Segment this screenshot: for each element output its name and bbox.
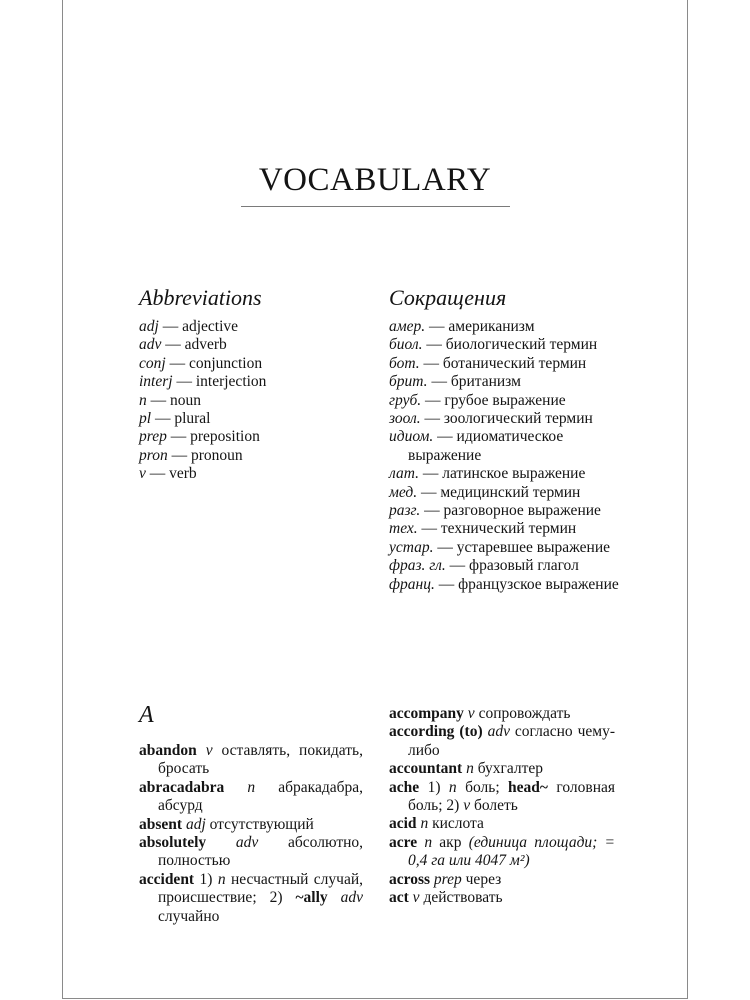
- abbreviation: мед.: [389, 483, 418, 501]
- dictionary-entry: [139, 834, 363, 871]
- abbreviation: фраз. гл.: [389, 557, 446, 575]
- abbreviation-meaning: adverb: [184, 336, 227, 354]
- sense-number: 2): [446, 797, 460, 815]
- abbreviation: амер.: [389, 318, 426, 335]
- abbreviation-meaning: verb: [169, 465, 197, 483]
- abbreviation-meaning: устаревшее выражение: [456, 538, 610, 556]
- page-title: VOCABULARY: [258, 162, 492, 198]
- abbreviation-meaning: фразовый глагол: [469, 557, 579, 575]
- list-item: [389, 576, 621, 594]
- list-item: [389, 484, 621, 502]
- dash: —: [438, 575, 455, 593]
- part-of-speech: adj: [185, 815, 206, 833]
- dash: —: [424, 502, 440, 520]
- translation: случайно: [158, 907, 220, 925]
- dictionary-entry: [389, 815, 615, 833]
- list-item: [389, 557, 621, 575]
- dash: —: [171, 446, 188, 464]
- abbreviation-meaning: медицинский термин: [440, 483, 581, 501]
- headword: accountant: [389, 760, 463, 778]
- part-of-speech: v: [463, 797, 471, 815]
- part-of-speech: n: [448, 778, 457, 796]
- abbreviation: pron: [139, 446, 168, 464]
- part-of-speech: n: [247, 778, 256, 796]
- translation: головная боль;: [408, 778, 616, 815]
- dash: —: [154, 410, 171, 428]
- part-of-speech: n: [217, 870, 226, 888]
- abbreviation-meaning: pronoun: [190, 446, 243, 464]
- headword: acre: [389, 833, 418, 851]
- abbreviation: устар.: [389, 538, 434, 556]
- dictionary-entry: [139, 742, 363, 779]
- abbreviation: бот.: [389, 354, 420, 372]
- english-abbreviations-list: [139, 318, 359, 484]
- title-underline: [241, 206, 510, 207]
- part-of-speech: adv: [235, 834, 259, 852]
- dash: —: [165, 336, 181, 354]
- translation: согласно чему-либо: [408, 723, 616, 759]
- list-item: [389, 428, 621, 465]
- part-of-speech: n: [424, 833, 433, 851]
- list-item: [389, 392, 621, 410]
- abbreviation-meaning: preposition: [190, 428, 260, 446]
- headword: acid: [389, 815, 417, 833]
- abbreviation: зоол.: [389, 410, 421, 428]
- list-item: [389, 520, 621, 538]
- sense-number: 1): [199, 870, 213, 888]
- dictionary-entry: [139, 871, 363, 926]
- abbreviation: биол.: [389, 336, 423, 354]
- abbreviation-meaning: латинское выражение: [442, 465, 586, 483]
- headword: absent: [139, 815, 183, 833]
- abbreviation: разг.: [389, 502, 421, 520]
- headword: act: [389, 889, 409, 907]
- headword: accompany: [389, 705, 464, 722]
- derived-form: ~ally: [295, 889, 328, 907]
- abbreviation: груб.: [389, 391, 422, 409]
- translation: через: [465, 870, 502, 888]
- abbreviation: франц.: [389, 575, 435, 593]
- dash: —: [150, 391, 167, 409]
- abbreviation-meaning: adjective: [182, 318, 239, 335]
- sense-number: 2): [269, 889, 283, 907]
- abbreviation: брит.: [389, 373, 428, 391]
- abbreviation-meaning: идиоматическое выражение: [408, 428, 564, 464]
- list-item: [389, 465, 621, 483]
- translation: боль;: [465, 778, 500, 796]
- dash: —: [449, 557, 466, 575]
- abbreviation-meaning: грубое выражение: [444, 391, 566, 409]
- dictionary-entry: [389, 705, 615, 723]
- list-item: [389, 355, 621, 373]
- compound-form: head~: [508, 778, 548, 796]
- list-item: [139, 355, 359, 373]
- list-item: [389, 539, 621, 557]
- translation: несчастный случай, происшествие;: [158, 870, 364, 907]
- translation: абракадабра, абсурд: [158, 778, 364, 815]
- headword: across: [389, 870, 431, 888]
- part-of-speech: v: [205, 742, 213, 759]
- abbreviation: pl: [139, 410, 152, 428]
- headword: absolutely: [139, 834, 207, 852]
- dash: —: [162, 318, 179, 335]
- headword: abandon: [139, 742, 197, 759]
- section-letter: A: [139, 702, 154, 728]
- abbreviation: adj: [139, 318, 159, 335]
- translation: оставлять, покидать, бросать: [158, 742, 363, 778]
- abbreviation: prep: [139, 428, 167, 446]
- translation: действовать: [423, 889, 503, 907]
- abbreviation-meaning: зоологический термин: [443, 410, 593, 428]
- dictionary-entry: [389, 834, 615, 871]
- abbreviation: adv: [139, 336, 162, 354]
- dash: —: [170, 428, 187, 446]
- list-item: [389, 502, 621, 520]
- dash: —: [437, 428, 453, 446]
- abbreviations-heading-ru: Сокращения: [389, 285, 507, 310]
- dash: —: [422, 465, 439, 483]
- abbreviation-meaning: технический термин: [440, 520, 577, 538]
- list-item: [139, 336, 359, 354]
- dash: —: [426, 336, 442, 354]
- dash: —: [421, 520, 437, 538]
- dash: —: [425, 391, 441, 409]
- dictionary-entry: [389, 723, 615, 760]
- dictionary-entries-right: [389, 705, 615, 907]
- usage-note: (единица площади; = 0,4 га или 4047 м²): [408, 833, 615, 870]
- dictionary-entry: [389, 871, 615, 889]
- part-of-speech: v: [467, 705, 475, 722]
- list-item: [139, 465, 359, 483]
- translation: акр: [439, 833, 462, 851]
- list-item: [389, 336, 621, 354]
- translation: болеть: [473, 797, 518, 815]
- dictionary-entry: [139, 816, 363, 834]
- dictionary-entry: [389, 889, 615, 907]
- abbreviation-meaning: американизм: [448, 318, 535, 335]
- headword: accident: [139, 870, 195, 888]
- list-item: [139, 428, 359, 446]
- dash: —: [169, 354, 186, 372]
- abbreviation: v: [139, 465, 146, 483]
- part-of-speech: v: [412, 889, 420, 907]
- abbreviation: n: [139, 391, 147, 409]
- abbreviations-heading: Abbreviations: [139, 285, 262, 310]
- translation: абсолютно, полностью: [158, 834, 364, 870]
- translation: сопровождать: [478, 705, 571, 722]
- abbreviation-meaning: plural: [174, 410, 211, 428]
- sense-number: 1): [427, 778, 441, 796]
- dash: —: [424, 410, 440, 428]
- abbreviation-meaning: британизм: [450, 373, 521, 391]
- list-item: [389, 373, 621, 391]
- translation: отсутствующий: [209, 815, 314, 833]
- dash: —: [429, 318, 445, 335]
- abbreviation-meaning: ботанический термин: [442, 354, 587, 372]
- list-item: [139, 410, 359, 428]
- dictionary-entry: [389, 779, 615, 816]
- list-item: [139, 392, 359, 410]
- dash: —: [431, 373, 447, 391]
- dash: —: [149, 465, 166, 483]
- abbreviation-meaning: conjunction: [188, 354, 263, 372]
- dictionary-entry: [139, 779, 363, 816]
- dictionary-entry: [389, 760, 615, 778]
- list-item: [389, 318, 621, 336]
- abbreviation: interj: [139, 373, 173, 391]
- abbreviation: идиом.: [389, 428, 434, 446]
- list-item: [389, 410, 621, 428]
- abbreviation-meaning: биологический термин: [445, 336, 598, 354]
- headword: ache: [389, 778, 420, 796]
- headword: abracadabra: [139, 778, 225, 796]
- part-of-speech: prep: [433, 870, 462, 888]
- part-of-speech: adv: [487, 723, 510, 741]
- abbreviation-meaning: noun: [170, 391, 201, 409]
- abbreviation-meaning: interjection: [195, 373, 267, 391]
- list-item: [139, 447, 359, 465]
- part-of-speech: n: [466, 760, 474, 778]
- part-of-speech: adv: [340, 889, 364, 907]
- dictionary-entries-left: [139, 742, 363, 926]
- dash: —: [176, 373, 192, 391]
- dash: —: [420, 483, 437, 501]
- dash: —: [437, 538, 453, 556]
- abbreviation: conj: [139, 354, 166, 372]
- translation: бухгалтер: [477, 760, 544, 778]
- part-of-speech: n: [420, 815, 429, 833]
- abbreviation: тех.: [389, 520, 418, 538]
- russian-abbreviations-list: [389, 318, 621, 594]
- abbreviation-meaning: разговорное выражение: [443, 502, 601, 520]
- abbreviation-meaning: французское выражение: [458, 575, 619, 593]
- translation: кислота: [432, 815, 484, 833]
- list-item: [139, 318, 359, 336]
- dash: —: [423, 354, 439, 372]
- list-item: [139, 373, 359, 391]
- abbreviation: лат.: [389, 465, 419, 483]
- headword: according (to): [389, 723, 483, 741]
